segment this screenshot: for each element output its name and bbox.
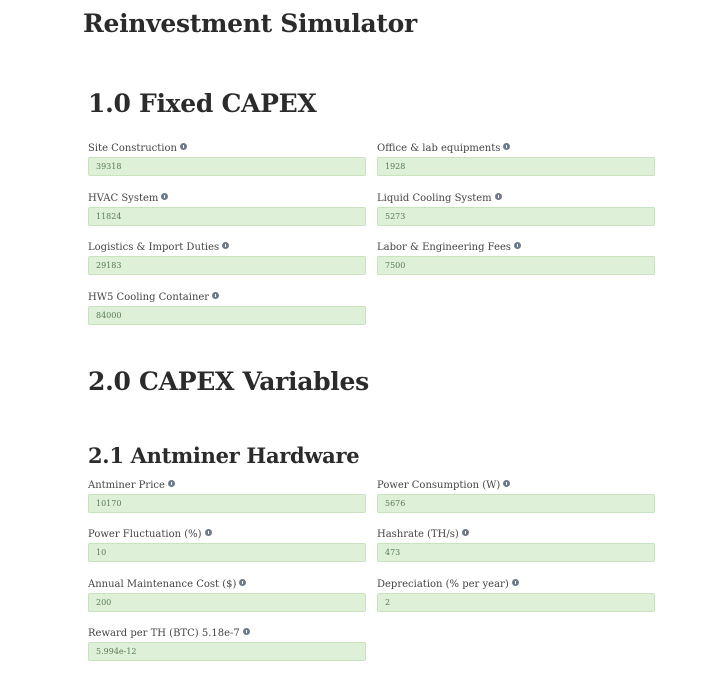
field-depreciation xyxy=(377,579,655,612)
section-title-capex-variables: 2.0 CAPEX Variables xyxy=(88,367,369,396)
info-icon[interactable] xyxy=(212,292,219,299)
label-text: HVAC System xyxy=(88,193,159,204)
info-icon[interactable] xyxy=(222,242,229,249)
label-text: Power Fluctuation (%) xyxy=(88,529,202,540)
hashrate-input[interactable] xyxy=(377,543,655,562)
logistics-import-duties-input[interactable] xyxy=(88,256,366,275)
label-text: Logistics & Import Duties xyxy=(88,242,220,253)
label-text: Site Construction xyxy=(88,143,177,154)
info-icon[interactable] xyxy=(512,579,519,586)
depreciation-input[interactable] xyxy=(377,593,655,612)
field-antminer-price xyxy=(88,480,366,513)
field-office-lab-equipments xyxy=(377,143,655,176)
hw5-cooling-container-input[interactable] xyxy=(88,306,366,325)
info-icon[interactable] xyxy=(180,143,187,150)
info-icon[interactable] xyxy=(503,480,510,487)
field-label xyxy=(88,242,366,256)
field-power-fluctuation xyxy=(88,529,366,562)
page-title: Reinvestment Simulator xyxy=(83,9,417,38)
antminer-price-input[interactable] xyxy=(88,494,366,513)
info-icon[interactable] xyxy=(495,193,502,200)
info-icon[interactable] xyxy=(243,628,250,635)
reward-per-th-input[interactable] xyxy=(88,642,366,661)
field-power-consumption xyxy=(377,480,655,513)
field-label xyxy=(88,292,366,306)
field-label xyxy=(88,529,366,543)
section-title-fixed-capex: 1.0 Fixed CAPEX xyxy=(88,89,317,118)
field-hashrate xyxy=(377,529,655,562)
field-site-construction xyxy=(88,143,366,176)
field-label xyxy=(377,242,655,256)
label-text: Liquid Cooling System xyxy=(377,193,492,204)
info-icon[interactable] xyxy=(161,193,168,200)
field-reward-per-th xyxy=(88,628,366,661)
field-label xyxy=(88,143,366,157)
field-label xyxy=(88,628,366,642)
label-text: Labor & Engineering Fees xyxy=(377,242,512,253)
field-logistics-import-duties xyxy=(88,242,366,275)
hvac-system-input[interactable] xyxy=(88,207,366,226)
field-labor-engineering-fees xyxy=(377,242,655,275)
label-text: Power Consumption (W) xyxy=(377,480,501,491)
field-label xyxy=(377,529,655,543)
field-hw5-cooling-container xyxy=(88,292,366,325)
label-text: Depreciation (% per year) xyxy=(377,579,509,590)
site-construction-input[interactable] xyxy=(88,157,366,176)
field-label xyxy=(88,193,366,207)
field-label xyxy=(377,579,655,593)
annual-maintenance-cost-input[interactable] xyxy=(88,593,366,612)
info-icon[interactable] xyxy=(503,143,510,150)
power-fluctuation-input[interactable] xyxy=(88,543,366,562)
label-text: Office & lab equipments xyxy=(377,143,501,154)
label-text: Annual Maintenance Cost ($) xyxy=(88,579,237,590)
info-icon[interactable] xyxy=(239,579,246,586)
label-text: HW5 Cooling Container xyxy=(88,292,210,303)
info-icon[interactable] xyxy=(462,529,469,536)
field-label xyxy=(377,193,655,207)
field-liquid-cooling-system xyxy=(377,193,655,226)
liquid-cooling-system-input[interactable] xyxy=(377,207,655,226)
info-icon[interactable] xyxy=(168,480,175,487)
field-hvac-system xyxy=(88,193,366,226)
office-lab-equipments-input[interactable] xyxy=(377,157,655,176)
info-icon[interactable] xyxy=(514,242,521,249)
field-label xyxy=(377,480,655,494)
label-text: Reward per TH (BTC) 5.18e-7 xyxy=(88,628,240,639)
power-consumption-input[interactable] xyxy=(377,494,655,513)
field-label xyxy=(88,480,366,494)
label-text: Antminer Price xyxy=(88,480,165,491)
label-text: Hashrate (TH/s) xyxy=(377,529,459,540)
section-title-antminer-hardware: 2.1 Antminer Hardware xyxy=(88,443,360,468)
labor-engineering-fees-input[interactable] xyxy=(377,256,655,275)
field-label xyxy=(377,143,655,157)
field-label xyxy=(88,579,366,593)
info-icon[interactable] xyxy=(205,529,212,536)
field-annual-maintenance-cost xyxy=(88,579,366,612)
